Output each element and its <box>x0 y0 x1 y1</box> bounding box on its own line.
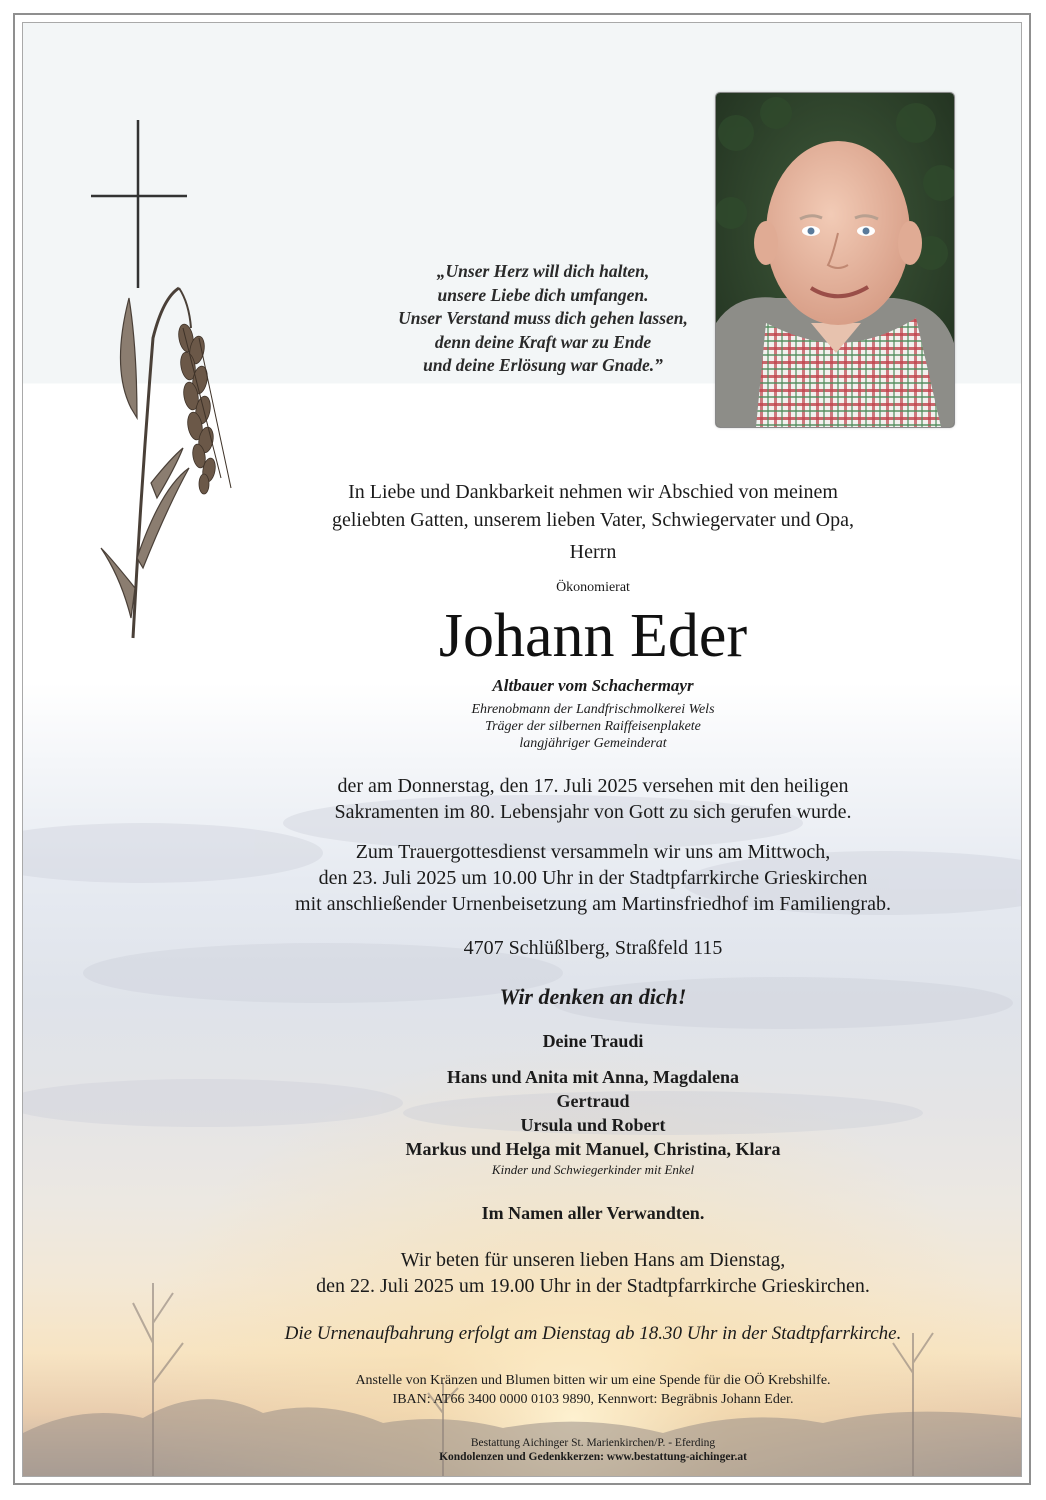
donation-line: Anstelle von Kränzen und Blumen bitten wir um eine Spende für die OÖ Krebshilfe. <box>355 1373 831 1388</box>
quote-line: „Unser Herz will dich halten, <box>436 261 650 281</box>
family-line: Gertraud <box>556 1091 630 1111</box>
quote-line: unsere Liebe dich umfangen. <box>437 284 649 305</box>
honor-item: Ehrenobmann der Landfrischmolkerei Wels <box>471 702 715 717</box>
honorific-title: Ökonomierat <box>556 580 630 595</box>
donation-line: IBAN: AT66 3400 0000 0103 9890, Kennwort: Begräbnis Johann Eder. <box>392 1392 794 1407</box>
intro-line: Herrn <box>569 541 617 563</box>
honors-list <box>23 701 1022 752</box>
funeral-line: mit anschließender Urnenbeisetzung am Martinsfriedhof im Familiengrab. <box>295 893 891 915</box>
prayer-line: den 22. Juli 2025 um 19.00 Uhr in der Stadtpfarrkirche Grieskirchen. <box>316 1275 870 1297</box>
spouse-signature: Deine Traudi <box>542 1031 644 1051</box>
family-line: Markus und Helga mit Manuel, Christina, Klara <box>405 1139 781 1159</box>
address: 4707 Schlüßlberg, Straßfeld 115 <box>463 937 723 959</box>
quote-line: Unser Verstand muss dich gehen lassen, <box>398 308 688 328</box>
death-line: Sakramenten im 80. Lebensjahr von Gott zu sich gerufen wurde. <box>334 801 852 823</box>
intro-line: In Liebe und Dankbarkeit nehmen wir Abschied von meinem <box>348 481 838 503</box>
obituary-card <box>22 22 1022 1477</box>
death-line: der am Donnerstag, den 17. Juli 2025 versehen mit den heiligen <box>337 775 849 797</box>
funeral-notice <box>23 839 1022 917</box>
funeral-line: Zum Trauergottesdienst versammeln wir uns am Mittwoch, <box>355 841 831 863</box>
honor-item: Träger der silbernen Raiffeisenplakete <box>485 719 701 734</box>
urn-notice: Die Urnenaufbahrung erfolgt am Dienstag ab 18.30 Uhr in der Stadtpfarrkirche. <box>284 1323 902 1344</box>
death-notice <box>23 773 1022 825</box>
family-line: Hans und Anita mit Anna, Magdalena <box>446 1067 740 1087</box>
footer-website: Kondolenzen und Gedenkkerzen: www.bestattung-aichinger.at <box>439 1451 747 1463</box>
funeral-line: den 23. Juli 2025 um 10.00 Uhr in der Stadtpfarrkirche Grieskirchen <box>318 867 868 889</box>
farm-title: Altbauer vom Schachermayr <box>492 676 694 695</box>
intro-text <box>23 478 1022 566</box>
sunset-sky-background <box>23 643 1022 1477</box>
motto: Wir denken an dich! <box>499 984 687 1009</box>
quote-line: und deine Erlösung war Gnade.” <box>423 355 663 375</box>
relatives-line: Im Namen aller Verwandten. <box>481 1203 705 1223</box>
footer-company: Bestattung Aichinger St. Marienkirchen/P. - Eferding <box>470 1437 716 1449</box>
donation-notice <box>23 1371 1022 1409</box>
family-line: Ursula und Robert <box>520 1115 666 1135</box>
portrait-photo <box>716 93 954 427</box>
deceased-name: Johann Eder <box>438 602 748 670</box>
footer <box>23 1436 1022 1464</box>
intro-line: geliebten Gatten, unserem lieben Vater, Schwiegervater und Opa, <box>332 509 854 531</box>
prayer-notice <box>23 1247 1022 1299</box>
children-note: Kinder und Schwiegerkinder mit Enkel <box>491 1162 695 1177</box>
memorial-quote <box>323 260 763 378</box>
children-list <box>23 1065 1022 1161</box>
honor-item: langjähriger Gemeinderat <box>519 736 667 751</box>
quote-line: denn deine Kraft war zu Ende <box>434 331 652 352</box>
prayer-line: Wir beten für unseren lieben Hans am Dienstag, <box>400 1249 786 1271</box>
